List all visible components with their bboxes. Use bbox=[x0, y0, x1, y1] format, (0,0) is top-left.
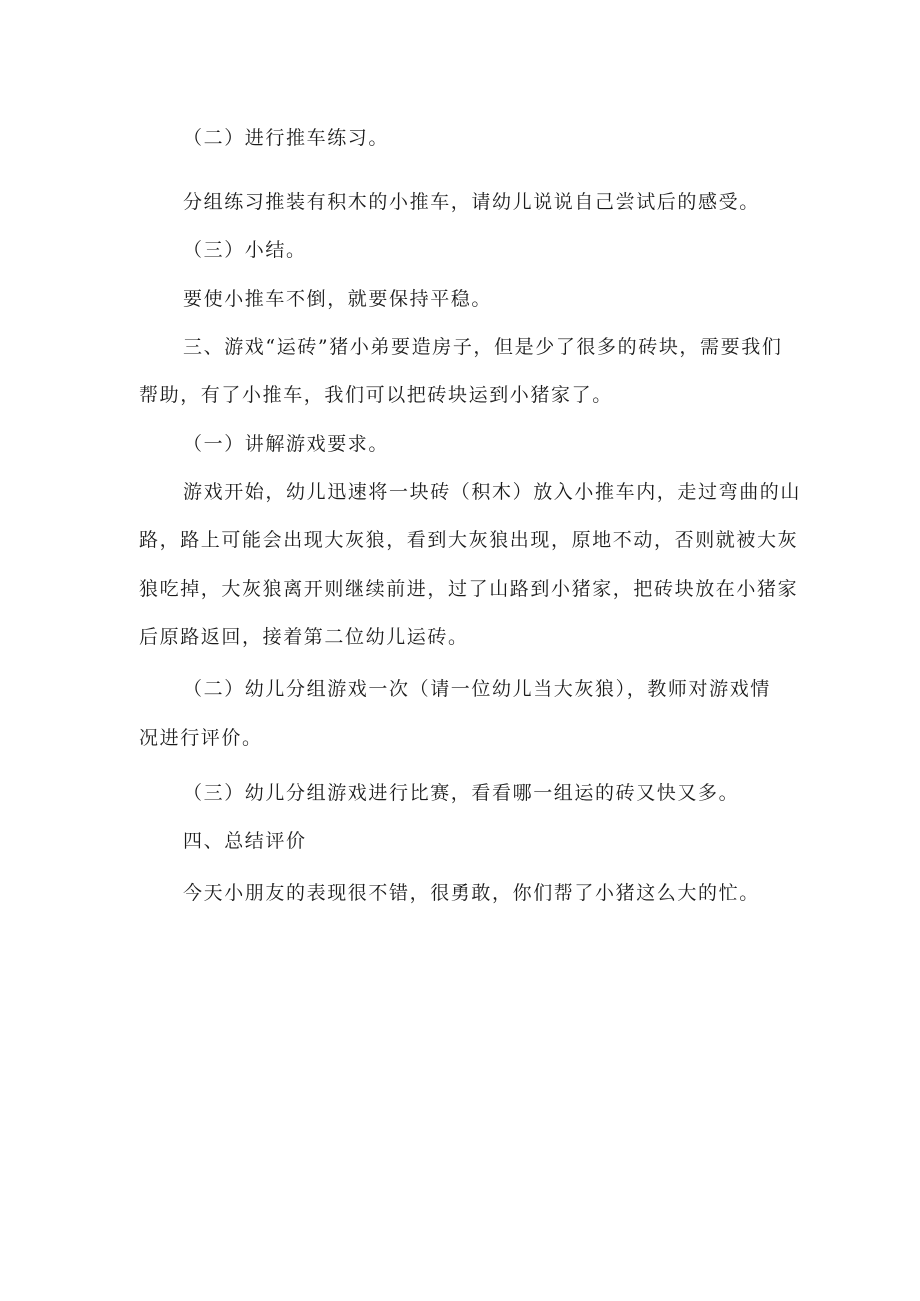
paragraph-line: 况进行评价。 bbox=[139, 727, 263, 749]
section-heading-game: 三、游戏“运砖”猪小弟要造房子，但是少了很多的砖块，需要我们 bbox=[183, 336, 783, 358]
paragraph-line: 狼吃掉，大灰狼离开则继续前进，过了山路到小猪家，把砖块放在小猪家 bbox=[139, 578, 799, 600]
section-heading-summary: 四、总结评价 bbox=[183, 830, 307, 852]
subheading-group-game: （二）幼儿分组游戏一次（请一位幼儿当大灰狼），教师对游戏情 bbox=[183, 678, 771, 700]
paragraph-line: 要使小推车不倒，就要保持平稳。 bbox=[183, 288, 493, 310]
paragraph-line: 路，路上可能会出现大灰狼，看到大灰狼出现，原地不动，否则就被大灰 bbox=[139, 529, 799, 551]
subheading-game-rules: （一）讲解游戏要求。 bbox=[183, 433, 390, 455]
paragraph-line: 帮助，有了小推车，我们可以把砖块运到小猪家了。 bbox=[139, 384, 613, 406]
paragraph-line: 游戏开始，幼儿迅速将一块砖（积木）放入小推车内，走过弯曲的山 bbox=[183, 481, 802, 503]
subheading-push-cart-practice: （二）进行推车练习。 bbox=[183, 127, 390, 149]
subheading-competition: （三）幼儿分组游戏进行比赛，看看哪一组运的砖又快又多。 bbox=[183, 782, 740, 804]
paragraph-line: 分组练习推装有积木的小推车，请幼儿说说自己尝试后的感受。 bbox=[183, 191, 760, 213]
paragraph-line: 今天小朋友的表现很不错，很勇敢，你们帮了小猪这么大的忙。 bbox=[183, 882, 760, 904]
paragraph-line: 后原路返回，接着第二位幼儿运砖。 bbox=[139, 626, 469, 648]
subheading-summary: （三）小结。 bbox=[183, 239, 307, 261]
